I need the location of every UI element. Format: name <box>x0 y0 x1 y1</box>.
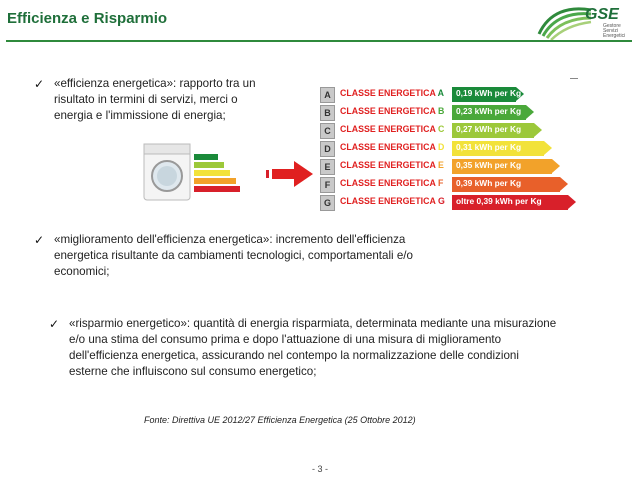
energy-class-row <box>318 158 576 175</box>
energy-value: 0,23 kWh per Kg <box>456 106 522 116</box>
energy-class-label: CLASSE ENERGETICA G <box>340 196 445 206</box>
energy-class-label: CLASSE ENERGETICA E <box>340 160 444 170</box>
appliance-icon: G <box>320 195 335 211</box>
logo-subtitle: Gestore Servizi Energetici <box>603 23 626 39</box>
energy-value: oltre 0,39 kWh per Kg <box>456 196 542 206</box>
bullet-text: «miglioramento dell'efficienza energetica»: incremento dell'efficienza energetica risultante da cambiamenti tecnologici, comportamentali e/o economici; <box>54 233 413 278</box>
header-divider <box>6 40 632 42</box>
energy-value: 0,31 kWh per Kg <box>456 142 522 152</box>
washing-machine-illustration <box>140 140 244 212</box>
decorative-dash <box>570 78 578 79</box>
bullet-efficienza <box>36 76 276 124</box>
appliance-icon: D <box>320 141 335 157</box>
source-citation: Fonte: Direttiva UE 2012/27 Efficienza Energetica (25 Ottobre 2012) <box>144 415 416 425</box>
energy-value: 0,19 kWh per Kg <box>456 88 522 98</box>
energy-class-label: CLASSE ENERGETICA B <box>340 106 445 116</box>
checkmark-icon: ✓ <box>34 77 45 91</box>
checkmark-icon: ✓ <box>34 233 45 247</box>
energy-value: 0,27 kWh per Kg <box>456 124 522 134</box>
bullet-text: «efficienza energetica»: rapporto tra un risultato in termini di servizi, merci o energia e l'immissione di energia; <box>54 77 256 122</box>
gse-logo <box>535 4 631 42</box>
energy-class-label: CLASSE ENERGETICA D <box>340 142 445 152</box>
energy-class-row <box>318 140 576 157</box>
page-number: - 3 - <box>312 464 329 474</box>
energy-class-row <box>318 122 576 139</box>
energy-value: 0,39 kWh per Kg <box>456 178 522 188</box>
bullet-risparmio <box>51 316 557 380</box>
appliance-icon: B <box>320 105 335 121</box>
bullet-text: «risparmio energetico»: quantità di energia risparmiata, determinata mediante una misurazione e/o una stima del consumo prima e dopo l'attuazione di una misura di miglioramento dell'efficienza energetica, assicurando nel contempo la normalizzazione delle condizioni esterne che influiscono sul consumo energetico; <box>69 317 557 378</box>
page-title: Efficienza e Risparmio <box>7 10 168 27</box>
energy-class-row <box>318 104 576 121</box>
energy-class-row <box>318 86 576 103</box>
bullet-miglioramento <box>36 232 456 280</box>
energy-value: 0,35 kWh per Kg <box>456 160 522 170</box>
logo-name: GSE <box>585 6 619 23</box>
energy-class-label: CLASSE ENERGETICA F <box>340 178 444 188</box>
energy-class-label: CLASSE ENERGETICA A <box>340 88 444 98</box>
energy-class-row <box>318 176 576 193</box>
energy-class-row <box>318 194 576 211</box>
appliance-icon: A <box>320 87 335 103</box>
energy-label-chart <box>318 78 576 216</box>
appliance-icon: E <box>320 159 335 175</box>
arrow-right-icon <box>266 160 314 188</box>
appliance-icon: C <box>320 123 335 139</box>
energy-class-label: CLASSE ENERGETICA C <box>340 124 445 134</box>
appliance-icon: F <box>320 177 335 193</box>
checkmark-icon: ✓ <box>49 317 60 331</box>
